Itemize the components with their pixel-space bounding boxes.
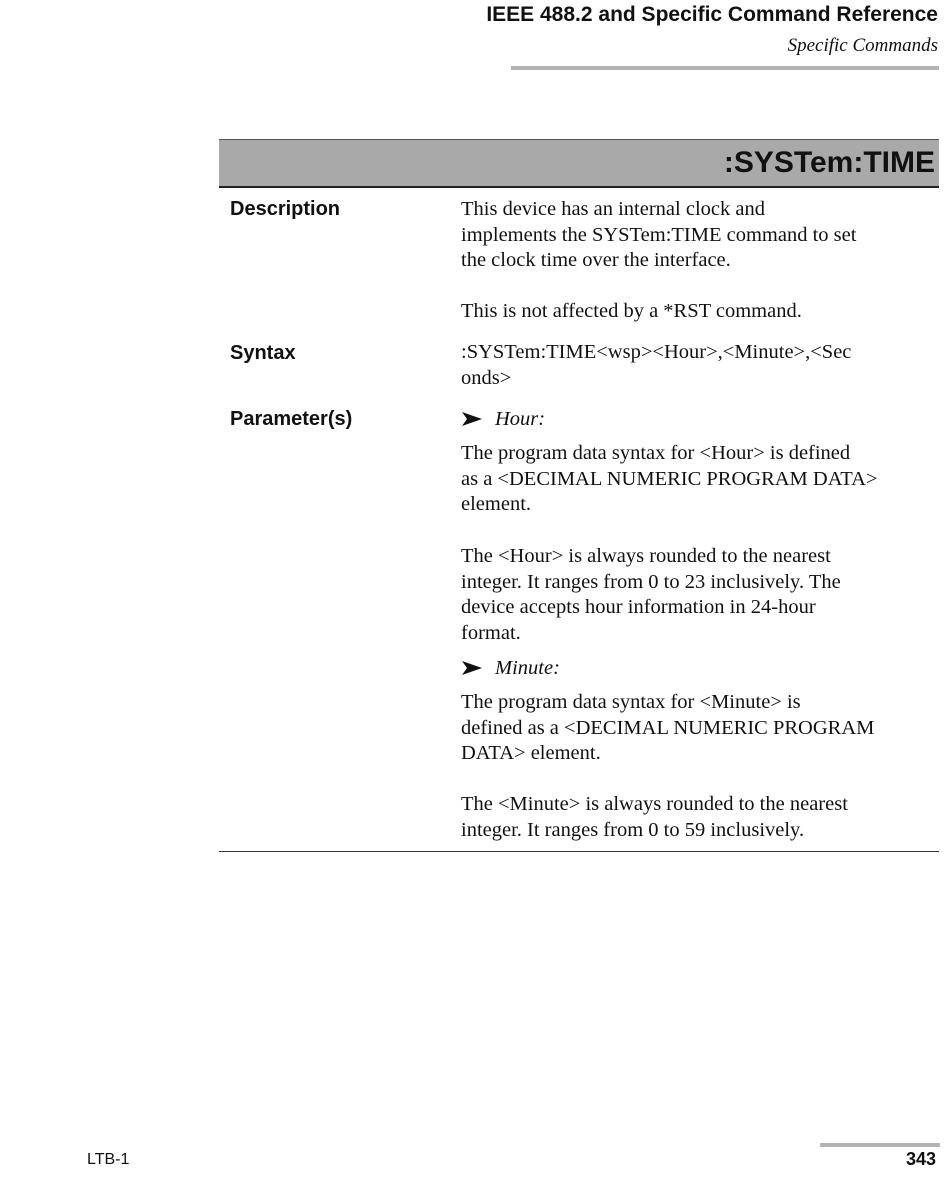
text-line: DATA> element. [461,742,601,765]
running-header-title: IEEE 488.2 and Specific Command Reference [486,3,938,26]
minute-syntax-paragraph [461,690,939,767]
section-end-divider [219,851,939,852]
footer-divider [820,1143,940,1147]
footer-product-name: LTB-1 [87,1151,130,1168]
arrow-bullet-icon [461,412,483,426]
description-label: Description [230,198,341,220]
page-number: 343 [905,1149,936,1169]
running-header-subtitle: Specific Commands [787,35,938,56]
minute-range-paragraph [461,792,939,843]
text-line: :SYSTem:TIME<wsp><Hour>,<Minute>,<Sec [461,341,852,363]
text-line: The <Hour> is always rounded to the nearest [461,545,831,567]
hour-parameter-heading [461,406,545,432]
text-line: The <Minute> is always rounded to the nearest [461,793,848,815]
hour-syntax-paragraph [461,441,939,518]
command-title-bar [219,139,939,188]
text-line: onds> [461,366,512,389]
text-line: defined as a <DECIMAL NUMERIC PROGRAM [461,716,875,739]
text-line: implements the SYSTem:TIME command to set [461,223,857,246]
text-line: the clock time over the interface. [461,249,731,272]
parameters-label: Parameter(s) [230,408,353,430]
text-line: element. [461,493,532,516]
text-line: integer. It ranges from 0 to 23 inclusively. The [461,570,841,593]
arrow-bullet-icon [461,661,483,675]
text-line: device accepts hour information in 24-hour [461,596,816,619]
hour-parameter-name: Hour: [495,408,546,430]
syntax-label: Syntax [230,342,296,364]
text-line: integer. It ranges from 0 to 59 inclusively. [461,818,805,841]
text-line: The program data syntax for <Hour> is defined [461,442,851,464]
text-line: The program data syntax for <Minute> is [461,691,801,713]
text-line: This is not affected by a *RST command. [461,300,802,322]
description-paragraph [461,197,939,274]
hour-range-paragraph [461,544,939,647]
text-line: This device has an internal clock and [461,198,765,220]
text-line: format. [461,622,521,645]
header-divider [511,66,939,70]
minute-parameter-heading [461,655,560,681]
syntax-text [461,340,939,391]
description-rst-note [461,299,939,325]
text-line: as a <DECIMAL NUMERIC PROGRAM DATA> [461,467,878,490]
command-title: :SYSTem:TIME [723,146,935,179]
minute-parameter-name: Minute: [495,657,560,679]
